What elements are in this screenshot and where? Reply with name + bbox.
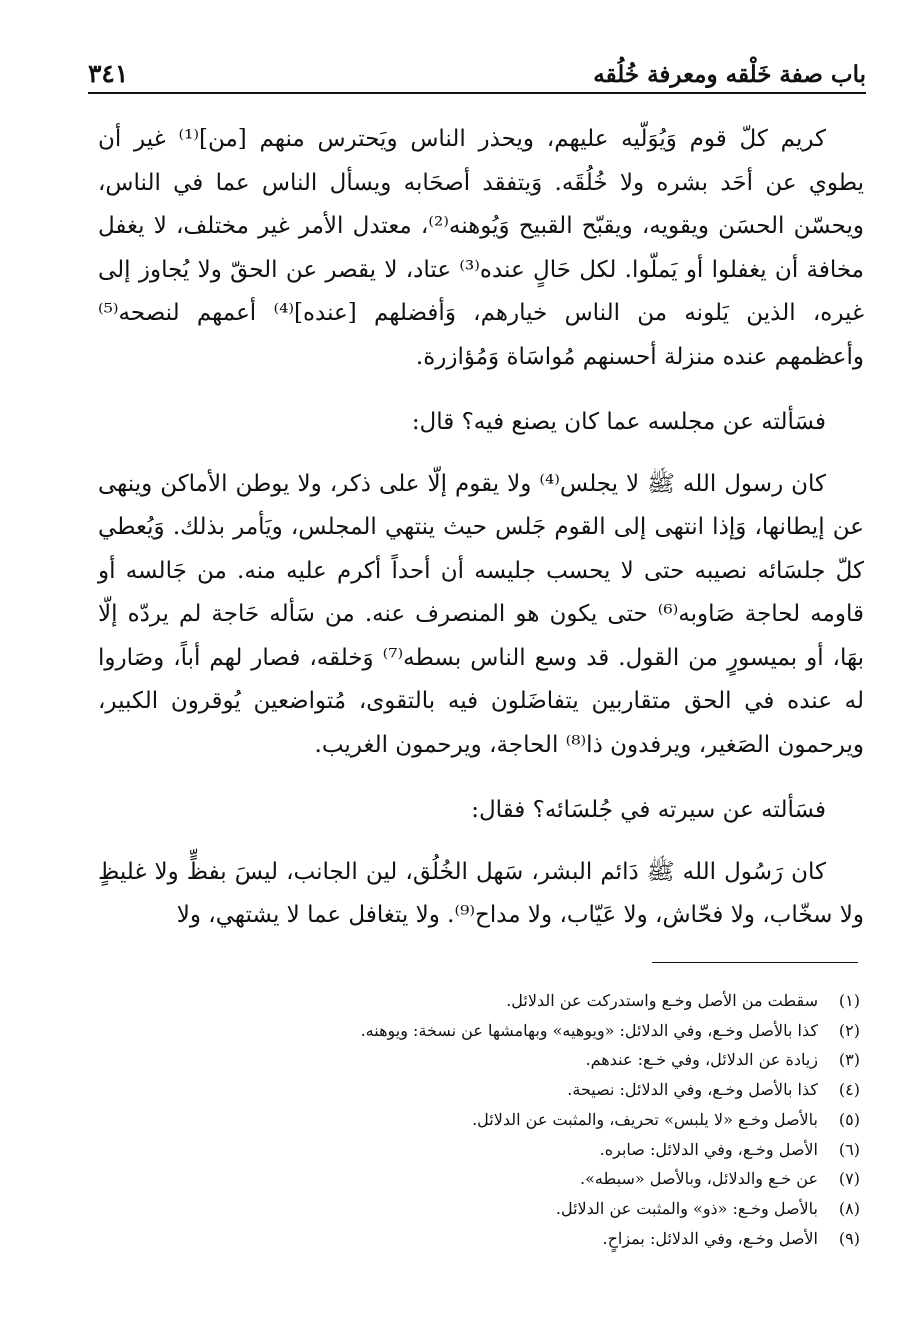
footnote bbox=[300, 986, 860, 1016]
footnote-text: زيادة عن الدلائل، وفي خـع: عندهم. bbox=[585, 1050, 818, 1070]
footnote bbox=[300, 1045, 860, 1075]
footnote-number: (٤) bbox=[838, 1080, 860, 1100]
footnote-separator bbox=[652, 962, 858, 963]
footnote-number: (٦) bbox=[838, 1139, 860, 1159]
footnote bbox=[300, 1164, 860, 1194]
footnote-number: (٧) bbox=[838, 1169, 860, 1189]
footnote-number: (٢) bbox=[838, 1020, 860, 1040]
main-text bbox=[98, 118, 864, 938]
paragraph-2: كان رسول الله ﷺ لا يجلس⁽⁴⁾ ولا يقوم إلّا على ذكر، ولا يوطن الأماكن وينهى عن إيطانها، وَإذا انتهى إلى القوم جَلس حيث ينتهي المجلس، ويَأمر بذلك. وَيُعطي كلّ جلسَائه نصيبه حتى لا يحسب جليسه أن أحداً أكرم عليه منه. من جَالسه أو قاومه لحاجة صَاوبه⁽⁶⁾ حتى يكون هو المنصرف عنه. من سَأله حَاجة لم يردّه إلّا بهَا، أو بميسورٍ من القول. قد وسع الناس بسطه⁽⁷⁾ وَخلقه، فصار لهم أباً، وصَاروا له عنده في الحق متقاربين يتفاضَلون فيه بالتقوى، مُتواضعين يُوقرون الكبير، ويرحمون الصَغير، ويرفدون ذا⁽⁸⁾ الحاجة، ويرحمون الغريب. bbox=[98, 470, 864, 758]
footnote-text: عن خـع والدلائل، وبالأصل «سبطه». bbox=[580, 1169, 818, 1189]
paragraph-3: كان رَسُول الله ﷺ دَائم البشر، سَهل الخُلُق، لين الجانب، ليسَ بفظٍّ ولا غليظٍ ولا سخّاب، ولا فحّاش، ولا عَيّاب، ولا مداح⁽⁹⁾. ولا يتغافل عما لا يشتهي، ولا bbox=[98, 858, 864, 928]
question-1: فسَألته عن مجلسه عما كان يصنع فيه؟ قال: bbox=[411, 409, 826, 435]
footnote-text: الأصل وخـع، وفي الدلائل: بمزاحٍ. bbox=[602, 1228, 818, 1248]
footnote bbox=[300, 1016, 860, 1046]
footnotes bbox=[300, 986, 860, 1253]
footnote bbox=[300, 1105, 860, 1135]
footnote-text: كذا بالأصل وخـع، وفي الدلائل: «ويوهيه» وبهامشها عن نسخة: ويوهنه. bbox=[360, 1020, 818, 1040]
footnote bbox=[300, 1075, 860, 1105]
footnote-text: بالأصل وخـع «لا يلبس» تحريف، والمثبت عن الدلائل. bbox=[472, 1109, 818, 1129]
footnote-text: بالأصل وخـع: «ذو» والمثبت عن الدلائل. bbox=[555, 1198, 818, 1218]
footnote-number: (١) bbox=[838, 991, 860, 1010]
running-header bbox=[88, 54, 866, 94]
question-2: فسَألته عن سيرته في جُلسَائه؟ فقال: bbox=[471, 797, 826, 823]
footnote-text: كذا بالأصل وخـع، وفي الدلائل: نصيحة. bbox=[567, 1080, 818, 1100]
paragraph-1: كريم كلّ قوم وَيُوَلّيه عليهم، ويحذر الناس ويَحترس منهم [من]⁽¹⁾ غير أن يطوي عن أحَد بشره ولا خُلُقَه. وَيتفقد أصحَابه ويسأل الناس عما في الناس، ويحسّن الحسَن ويقويه، ويقبّح القبيح وَيُوهنه⁽²⁾، معتدل الأمر غير مختلف، لا يغفل مخافة أن يغفلوا أو يَملّوا. لكل حَالٍ عنده⁽³⁾ عتاد، لا يقصر عن الحقّ ولا يُجاوز إلى غيره، الذين يَلونه من الناس خيارهم، وَأفضلهم [عنده]⁽⁴⁾ أعمهم لنصحه⁽⁵⁾ وأعظمهم عنده منزلة أحسنهم مُواسَاة وَمُؤازرة. bbox=[98, 126, 864, 370]
footnote bbox=[300, 1135, 860, 1165]
chapter-title: باب صفة خَلْقه ومعرفة خُلُقه bbox=[593, 61, 866, 88]
footnote bbox=[300, 1224, 860, 1254]
footnote-number: (٥) bbox=[838, 1109, 860, 1129]
footnote-number: (٩) bbox=[838, 1228, 860, 1248]
footnote bbox=[300, 1194, 860, 1224]
footnote-text: الأصل وخـع، وفي الدلائل: صابره. bbox=[599, 1139, 818, 1159]
footnote-number: (٣) bbox=[838, 1050, 860, 1070]
footnote-number: (٨) bbox=[838, 1198, 860, 1218]
page-number: ٣٤١ bbox=[88, 59, 129, 88]
footnote-text: سقطت من الأصل وخـع واستدركت عن الدلائل. bbox=[506, 991, 818, 1010]
